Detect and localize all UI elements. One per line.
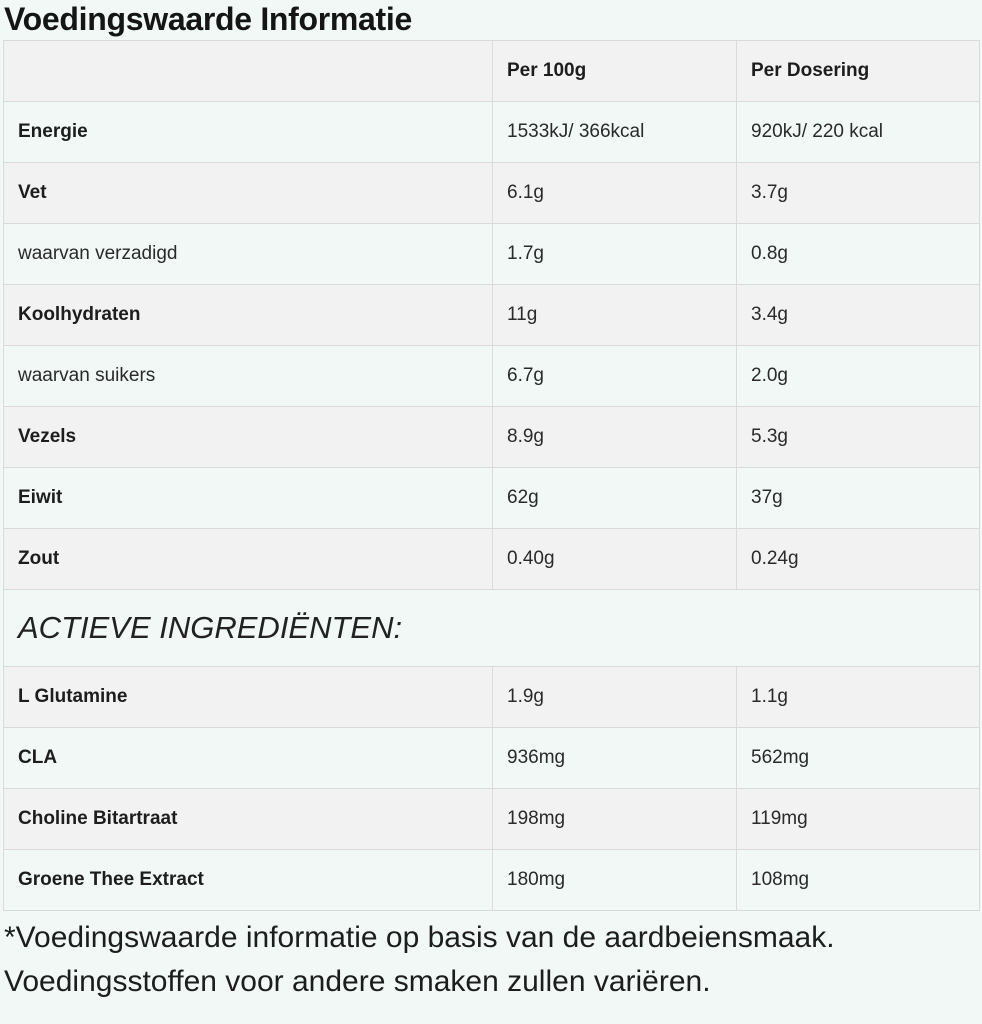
section-title: ACTIEVE INGREDIËNTEN:: [4, 590, 980, 667]
table-row: [4, 468, 980, 529]
value-per-serving: 3.4g: [737, 285, 980, 346]
table-row: [4, 667, 980, 728]
value-per-100g: 6.1g: [493, 163, 737, 224]
ingredient-label: Choline Bitartraat: [4, 789, 493, 850]
value-per-100g: 62g: [493, 468, 737, 529]
table-row: [4, 407, 980, 468]
table-row: [4, 850, 980, 911]
nutrient-label: waarvan verzadigd: [4, 224, 493, 285]
table-row: [4, 285, 980, 346]
page-title: Voedingswaarde Informatie: [4, 1, 413, 37]
value-per-serving: 108mg: [737, 850, 980, 911]
value-per-100g: 11g: [493, 285, 737, 346]
header-per-serving: Per Dosering: [737, 41, 980, 102]
value-per-100g: 936mg: [493, 728, 737, 789]
header-per-100g: Per 100g: [493, 41, 737, 102]
value-per-100g: 1.9g: [493, 667, 737, 728]
table-row: [4, 728, 980, 789]
table-header-row: [4, 41, 980, 102]
header-label-cell: [4, 41, 493, 102]
nutrient-label: Koolhydraten: [4, 285, 493, 346]
value-per-serving: 920kJ/ 220 kcal: [737, 102, 980, 163]
value-per-100g: 180mg: [493, 850, 737, 911]
ingredient-label: Groene Thee Extract: [4, 850, 493, 911]
value-per-serving: 0.8g: [737, 224, 980, 285]
value-per-100g: 198mg: [493, 789, 737, 850]
nutrition-table: [3, 40, 980, 911]
value-per-100g: 1533kJ/ 366kcal: [493, 102, 737, 163]
ingredient-label: L Glutamine: [4, 667, 493, 728]
value-per-100g: 8.9g: [493, 407, 737, 468]
table-row: [4, 102, 980, 163]
nutrition-table-container: [3, 40, 979, 911]
ingredient-label: CLA: [4, 728, 493, 789]
value-per-100g: 6.7g: [493, 346, 737, 407]
nutrient-label: waarvan suikers: [4, 346, 493, 407]
value-per-serving: 1.1g: [737, 667, 980, 728]
value-per-serving: 3.7g: [737, 163, 980, 224]
nutrient-label: Eiwit: [4, 468, 493, 529]
table-row: [4, 529, 980, 590]
nutrient-label: Zout: [4, 529, 493, 590]
nutrient-label: Vezels: [4, 407, 493, 468]
section-heading-row: [4, 590, 980, 667]
value-per-serving: 562mg: [737, 728, 980, 789]
value-per-serving: 37g: [737, 468, 980, 529]
value-per-100g: 1.7g: [493, 224, 737, 285]
table-row: [4, 789, 980, 850]
value-per-serving: 5.3g: [737, 407, 980, 468]
value-per-serving: 0.24g: [737, 529, 980, 590]
value-per-serving: 2.0g: [737, 346, 980, 407]
table-row: [4, 163, 980, 224]
table-row: [4, 224, 980, 285]
footnote: *Voedingswaarde informatie op basis van de aardbeiensmaak. Voedingsstoffen voor andere smaken zullen variëren.: [4, 921, 835, 998]
nutrient-label: Energie: [4, 102, 493, 163]
value-per-100g: 0.40g: [493, 529, 737, 590]
table-row: [4, 346, 980, 407]
nutrient-label: Vet: [4, 163, 493, 224]
value-per-serving: 119mg: [737, 789, 980, 850]
